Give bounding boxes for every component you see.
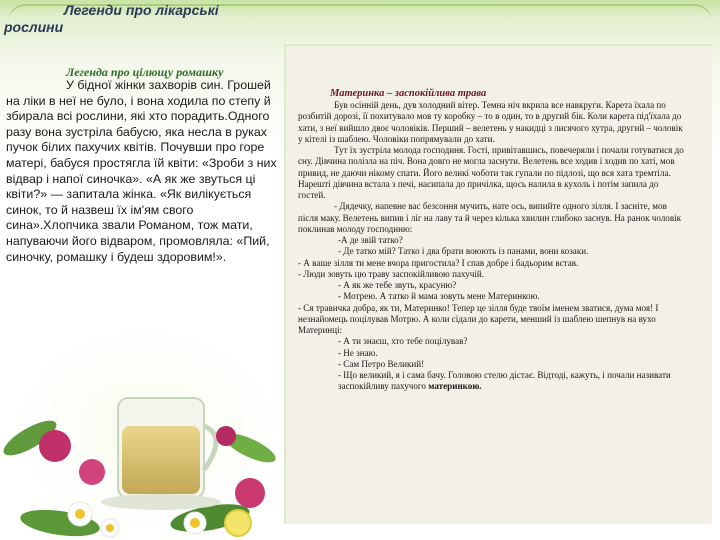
title-line-2: рослини bbox=[4, 19, 64, 35]
dialogue-line: - А як же тебе звуть, красуню? bbox=[338, 280, 457, 290]
legend-subtitle: Легенда про цілющу ромашку bbox=[66, 65, 224, 79]
dialogue-line: - Люди зовуть цю траву заспокійливою пахучій. bbox=[298, 268, 485, 279]
page-title bbox=[4, 2, 274, 36]
dialogue-line: -А де звій татко? bbox=[338, 235, 403, 245]
lemon-slice bbox=[225, 510, 251, 536]
dialogue-line: - Сам Петро Великий! bbox=[338, 358, 425, 369]
dialogue-line bbox=[298, 370, 688, 393]
dialogue-line: - Ся травичка добра, як ти, Материнко! Тепер це зілля буде твоїм іменем зватися, дума моя! І незнайомець поцілував Мотрю. А коли сідали до карети, менший із шаблею шепнув на вухо Материнці: bbox=[298, 302, 659, 335]
closing-text: - Що великий, я і сама бачу. Головою стелю дістає. Відтоді, кажуть, і почали називати заспокійливу пахучого bbox=[338, 370, 671, 392]
chamomile-story: У бідної жінки захворів син. Грошей на ліки в неї не було, і вона ходила по степу й збирала всі рослини, які хто порадить.Одного разу вона зустріла бабусю, яка несла в руках пучок білих пахучих квітів. Почувши про горе матері, бабуся простягла їй квіти: «Зроби з них відвар і напої синочка». «А як же звуться ці квіти?» — запитала жінка. «Як вилікується синок, то й назвеш їх ім'ям свого сина».Хлопчика звали Романом, тож мати, напуваючи його відваром, промовляла: «Пий, синочку, ромашку і будеш здоровим!». bbox=[6, 78, 277, 264]
dialogue-line: - Де татко мій? Татко і два брати воюють із панами, вони козаки. bbox=[338, 246, 589, 257]
oregano-legend-text bbox=[298, 100, 688, 393]
dialogue-line: - Не знаю. bbox=[338, 347, 378, 358]
herbal-tea-illustration bbox=[0, 318, 290, 540]
closing-bold-word: материнкою. bbox=[428, 381, 482, 392]
tea-glass-cup bbox=[101, 398, 221, 510]
oregano-legend-title: Материнка – заспокійлива трава bbox=[330, 88, 487, 99]
dialogue-line: - Мотрею. А татко й мама зовуть мене Материнкою. bbox=[338, 291, 540, 302]
dialogue-line: - А ваше зілля ти мене вчора пригостила? І спав добре і бадьорим встав. bbox=[298, 257, 579, 268]
title-line-1: Легенди про лікарські bbox=[64, 2, 219, 18]
dialogue-line: - А ти знаєш, хто тебе поцілував? bbox=[338, 336, 468, 347]
paragraph: Був осінній день, дув холодний вітер. Темна ніч вкрила все навкруги. Карета їхала по розбитій дорозі, її похитувало мов ту коробку – то в один, то в другий бік. Коли карета під'їхала до хати, з неї вийшло двоє чоловіків. Перший – велетень у накидці з лисячого хутра, другий – чоловік у кітелі із шаблею. Чоловіки попрямували до хати. bbox=[298, 100, 683, 144]
paragraph: - Дядечку, напевне вас безсоння мучить, нате ось, випийте одного зілля. І засніте, мов після маку. Велетень випив і ліг на лаву та й через кілька хвилин глибоко заснув. На ранок чоловік поклинав молоду господиню: bbox=[298, 201, 682, 234]
paragraph: Тут їх зустріла молода господиня. Гості, привітавшись, повечеряли і почали готуватися до сну. Дівчина полізла на піч. Вона довго не могла заснути. Велетень все ходив і ходив по хаті, мов привид, не даючи нікому спати. Його великі чоботи так гупали по підлозі, що вся хата тремтіла. Нарешті дівчина встала з печі, насипала до причілка, щось налила в кухоль і потім запила до гостей. bbox=[298, 145, 684, 200]
